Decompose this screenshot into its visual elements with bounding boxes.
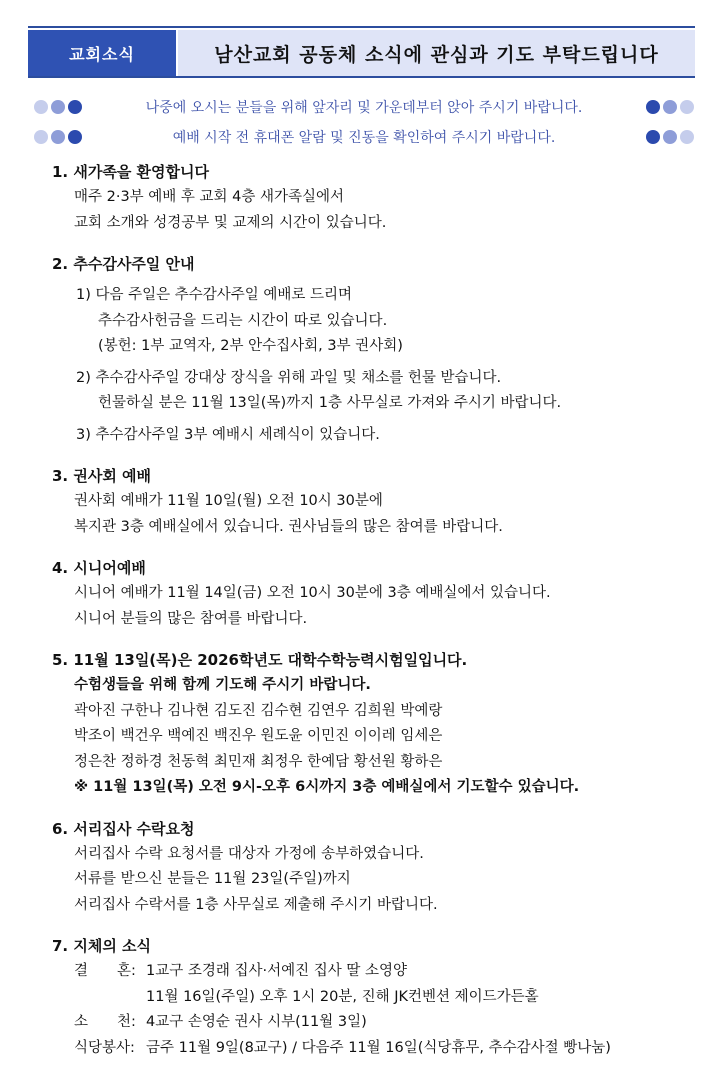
section-line: 서리집사 수락서를 1층 사무실로 제출해 주시기 바랍니다. — [74, 896, 438, 913]
dots-left-icon — [34, 100, 84, 114]
section-tag: 교회소식 — [28, 30, 176, 76]
section-thanksgiving — [52, 252, 702, 448]
death-text: 4교구 손영순 권사 시부(11월 3일) — [146, 1014, 367, 1030]
section-title: 1. 새가족을 환영합니다 — [52, 163, 209, 181]
section-line: 서류를 받으신 분들은 11월 23일(주일)까지 — [74, 871, 351, 887]
death-row — [52, 1010, 702, 1036]
item-line: (봉헌: 1부 교역자, 2부 안수집사회, 3부 권사회) — [98, 338, 403, 354]
news-content — [52, 160, 702, 1077]
student-names: 정은찬 정하경 천동혁 최민재 최정우 한예담 황선원 황하은 — [74, 753, 443, 770]
header-banner — [28, 30, 695, 78]
section-deacon-request — [52, 817, 702, 919]
wedding-detail: 11월 16일(주일) 오후 1시 20분, 진해 JK컨벤션 제이드가든홀 — [146, 988, 539, 1005]
student-names: 곽아진 구한나 김나현 김도진 김수현 김연우 김희원 박예랑 — [74, 702, 443, 719]
section-title: 5. 11월 13일(목)은 2026학년도 대학수학능력시험일입니다. — [52, 651, 468, 669]
item-line: 2) 추수감사주일 강대상 장식을 위해 과일 및 채소를 헌물 받습니다. — [76, 369, 502, 386]
item-line: 헌물하실 분은 11월 13일(목)까지 1층 사무실로 가져와 주시기 바랍니다. — [98, 395, 562, 411]
item-line: 1) 다음 주일은 추수감사주일 예배로 드리며 — [76, 287, 353, 303]
section-new-family — [52, 160, 702, 236]
section-line: 서리집사 수락 요청서를 대상자 가정에 송부하였습니다. — [74, 845, 424, 862]
meal-label: 식당봉사: — [74, 1039, 135, 1056]
meal-row — [52, 1036, 702, 1062]
section-title: 6. 서리집사 수락요청 — [52, 819, 195, 838]
section-exam-prayer — [52, 648, 702, 801]
meal-text: 금주 11월 9일(8교구) / 다음주 11월 16일(식당휴무, 추수감사절 빵나눔) — [146, 1039, 611, 1056]
notice-text: 예배 시작 전 휴대폰 알람 및 진동을 확인하여 주시기 바랍니다. — [172, 130, 556, 146]
section-line: 교회 소개와 성경공부 및 교제의 시간이 있습니다. — [74, 214, 387, 231]
prayer-note: ※ 11월 13일(목) 오전 9시-오후 6시까지 3층 예배실에서 기도할수 있습니다. — [74, 779, 580, 795]
section-title: 4. 시니어예배 — [52, 559, 146, 577]
dots-left-icon — [34, 130, 84, 144]
item-line: 추수감사헌금을 드리는 시간이 따로 있습니다. — [98, 312, 388, 329]
death-label: 소 천: — [74, 1014, 136, 1030]
notice-text: 나중에 오시는 분들을 위해 앞자리 및 가운데부터 앉아 주시기 바랍니다. — [145, 100, 583, 116]
section-line: 권사회 예배가 11월 10일(월) 오전 10시 30분에 — [74, 493, 383, 509]
wedding-text: 1교구 조경래 집사·서예진 집사 딸 소영양 — [146, 963, 407, 979]
section-line: 복지관 3층 예배실에서 있습니다. 권사님들의 많은 참여를 바랍니다. — [74, 518, 503, 535]
section-member-news — [52, 934, 702, 1061]
section-title: 3. 권사회 예배 — [52, 467, 152, 485]
notice-row-2 — [34, 125, 694, 149]
section-line: 시니어 분들의 많은 참여를 바랍니다. — [74, 610, 308, 627]
dots-right-icon — [644, 100, 694, 114]
page-title: 남산교회 공동체 소식에 관심과 기도 부탁드립니다 — [176, 30, 695, 76]
section-senior-worship — [52, 556, 702, 632]
wedding-label: 결 혼: — [74, 963, 136, 979]
section-subtitle: 수험생들을 위해 함께 기도해 주시기 바랍니다. — [74, 677, 371, 693]
section-title: 2. 추수감사주일 안내 — [52, 255, 195, 273]
section-deaconess-worship — [52, 464, 702, 540]
wedding-row — [52, 959, 702, 985]
item-line: 3) 추수감사주일 3부 예배시 세례식이 있습니다. — [76, 426, 380, 443]
header-top-rule — [28, 26, 695, 28]
student-names: 박조이 백건우 백예진 백진우 원도윤 이민진 이이레 임세은 — [74, 728, 443, 744]
section-title: 7. 지체의 소식 — [52, 937, 152, 955]
notice-row-1 — [34, 95, 694, 119]
section-line: 시니어 예배가 11월 14일(금) 오전 10시 30분에 3층 예배실에서 있습니다. — [74, 585, 551, 601]
section-line: 매주 2·3부 예배 후 교회 4층 새가족실에서 — [74, 189, 345, 205]
dots-right-icon — [644, 130, 694, 144]
